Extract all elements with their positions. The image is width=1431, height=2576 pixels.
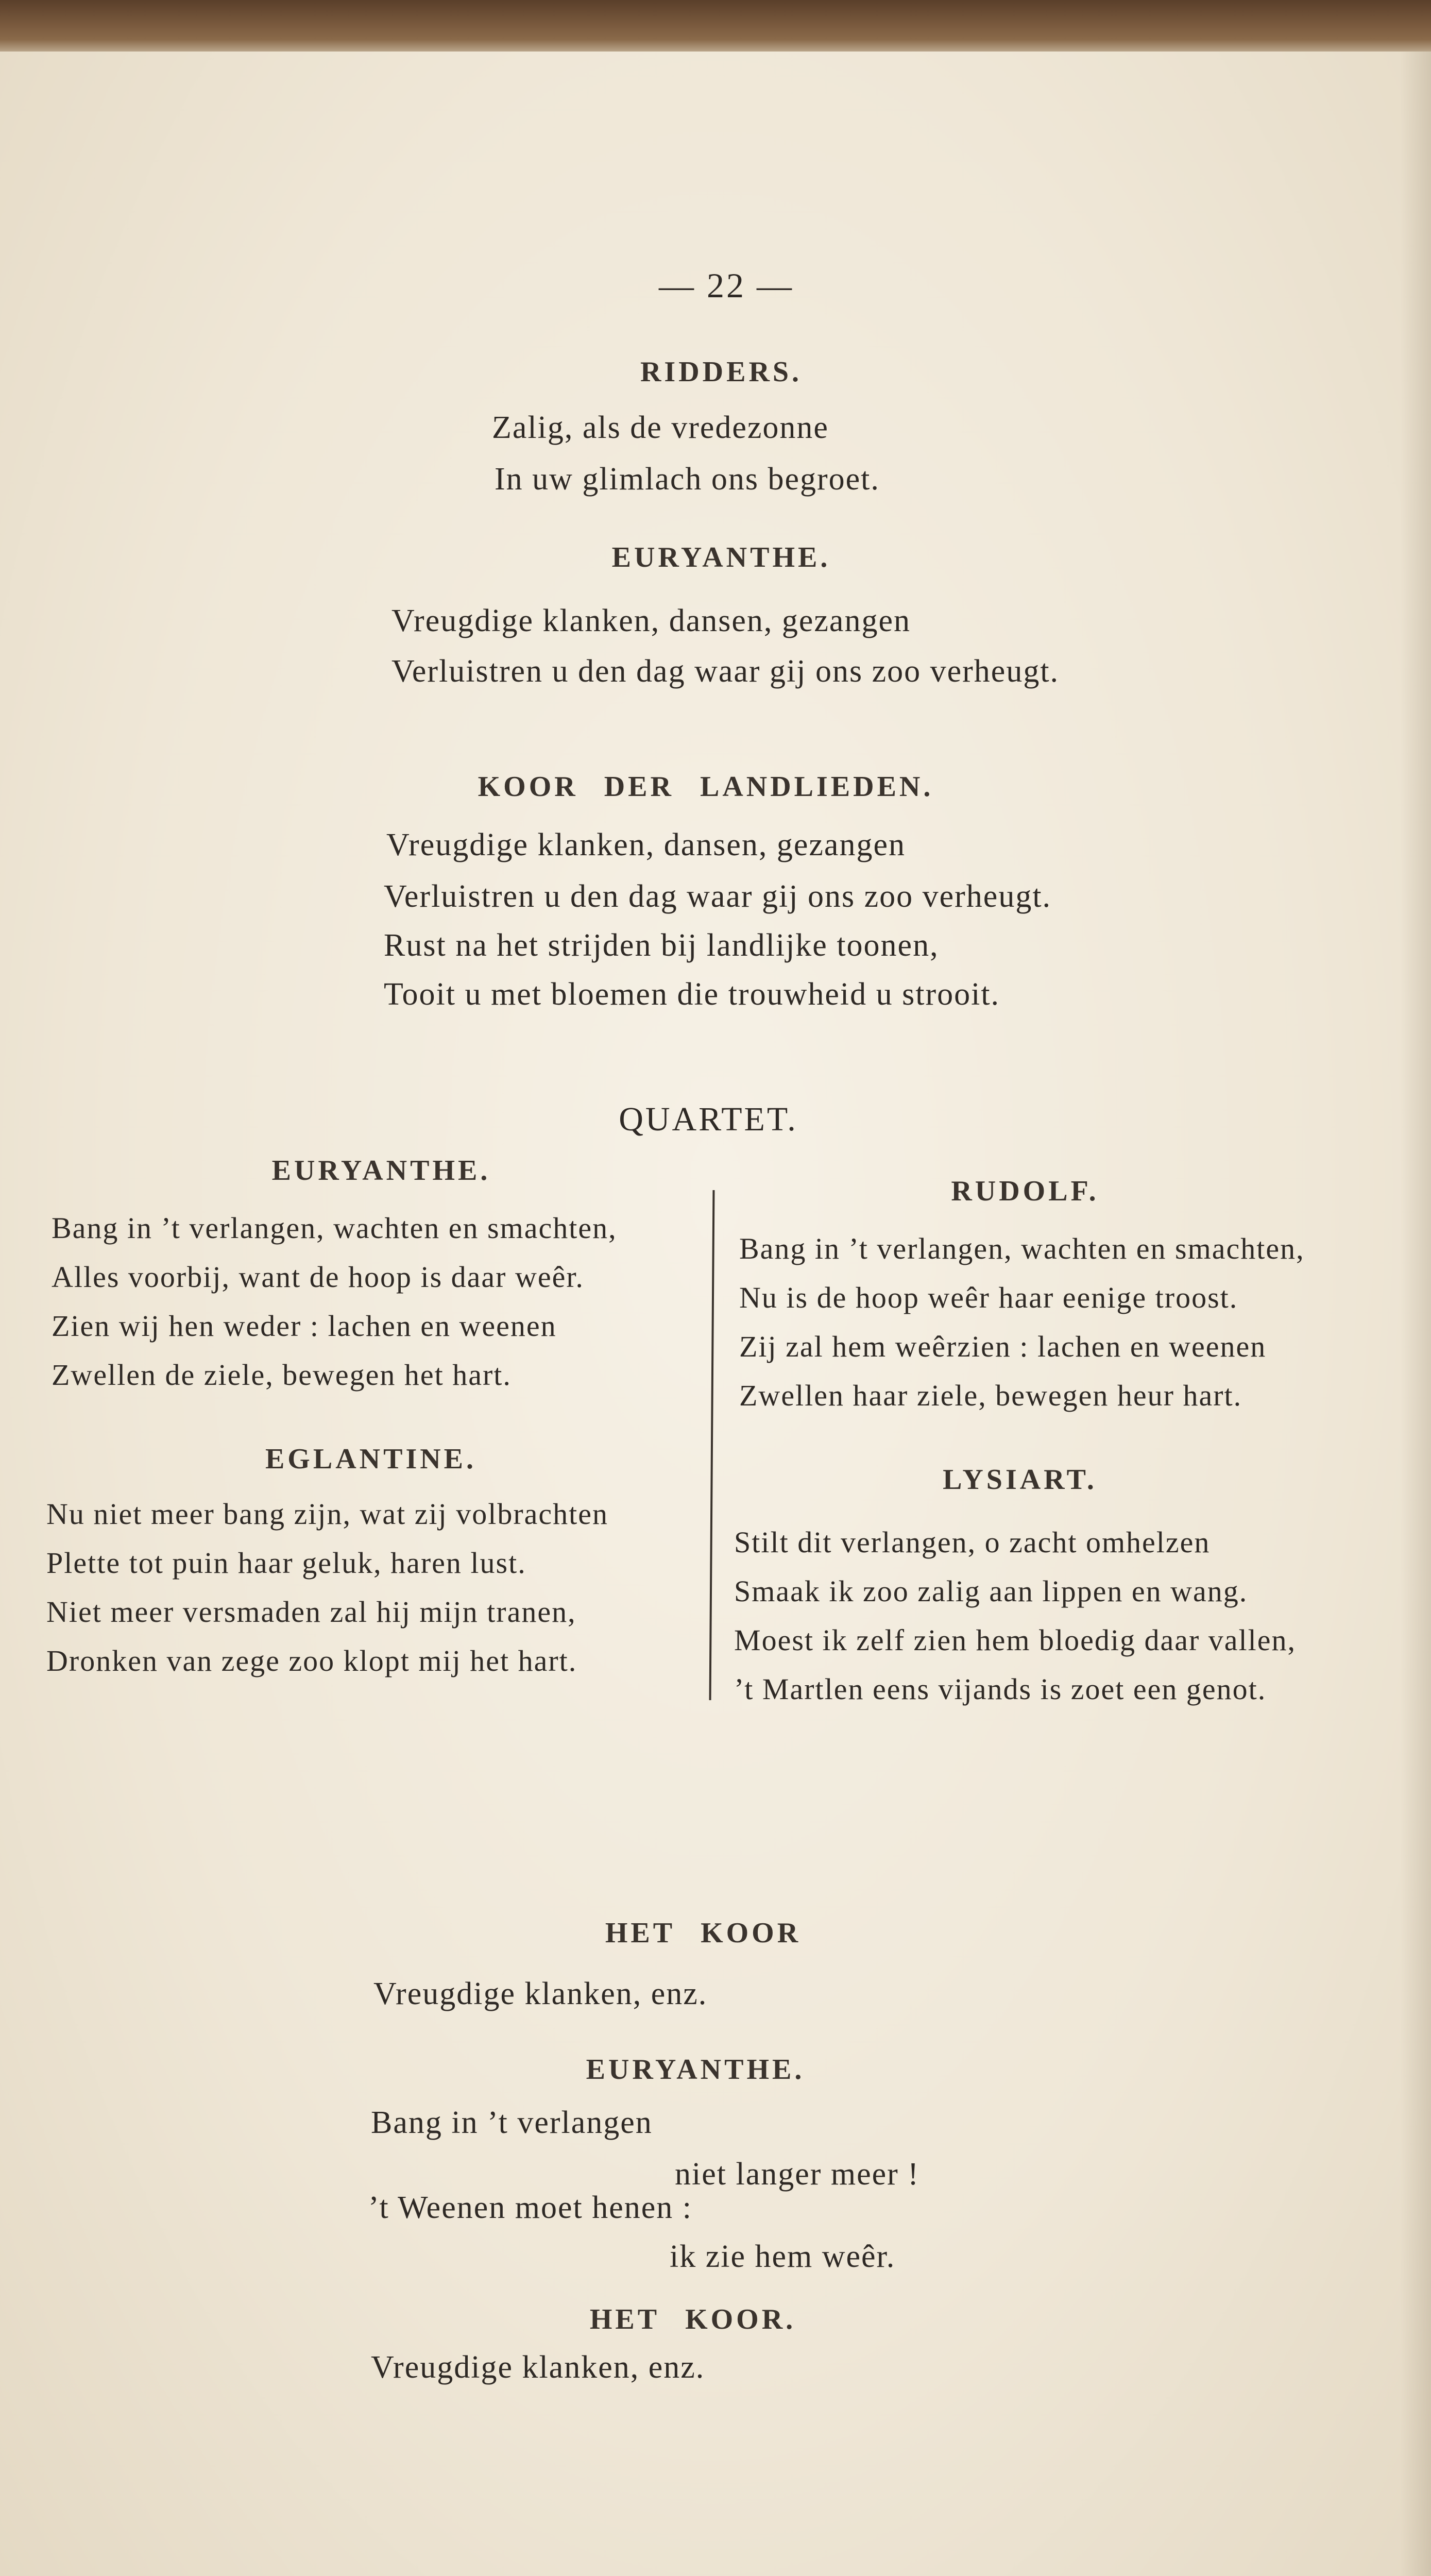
verse-line: Stilt dit verlangen, o zacht omhelzen <box>734 1526 1211 1559</box>
verse-line: Moest ik zelf zien hem bloedig daar vallen, <box>734 1623 1296 1657</box>
verse-line: Verluistren u den dag waar gij ons zoo verheugt. <box>384 879 1052 914</box>
verse-line: Bang in ’t verlangen, wachten en smachten, <box>52 1211 617 1245</box>
verse-line: Smaak ik zoo zalig aan lippen en wang. <box>734 1574 1248 1608</box>
verse-line: Zalig, als de vredezonne <box>492 410 829 445</box>
heading-ridders: RIDDERS. <box>640 356 803 388</box>
verse-line: ’t Weenen moet henen : <box>368 2190 692 2225</box>
verse-line: Zij zal hem weêrzien : lachen en weenen <box>739 1330 1267 1363</box>
verse-line: Zwellen haar ziele, bewegen heur hart. <box>739 1379 1242 1412</box>
heading-het-koor: HET KOOR <box>605 1917 802 1949</box>
heading-rudolf: RUDOLF. <box>951 1175 1099 1207</box>
heading-eglantine: EGLANTINE. <box>265 1443 477 1475</box>
heading-quartet-euryanthe: EURYANTHE. <box>271 1155 491 1187</box>
heading-koor-der-landlieden: KOOR DER LANDLIEDEN. <box>478 771 934 803</box>
verse-line: Tooit u met bloemen die trouwheid u strooit. <box>384 977 1000 1012</box>
verse-line: In uw glimlach ons begroet. <box>495 462 880 497</box>
page-edge-shadow <box>1400 52 1431 2576</box>
book-binding-edge <box>0 0 1431 57</box>
verse-line: niet langer meer ! <box>675 2157 919 2192</box>
verse-line: Bang in ’t verlangen, wachten en smachten, <box>739 1232 1305 1265</box>
page-number: — 22 — <box>659 266 794 305</box>
verse-line: Niet meer versmaden zal hij mijn tranen, <box>46 1595 576 1629</box>
verse-line: Dronken van zege zoo klopt mij het hart. <box>46 1644 577 1677</box>
heading-lysiart: LYSIART. <box>943 1464 1097 1496</box>
verse-line: Zien wij hen weder : lachen en weenen <box>52 1309 557 1343</box>
verse-line: Plette tot puin haar geluk, haren lust. <box>46 1546 526 1580</box>
verse-line: Vreugdige klanken, dansen, gezangen <box>391 603 911 638</box>
heading-het-koor-final: HET KOOR. <box>589 2303 796 2335</box>
verse-line: ’t Martlen eens vijands is zoet een genot. <box>734 1672 1267 1706</box>
verse-line: Vreugdige klanken, enz. <box>373 1976 708 2011</box>
verse-line: Vreugdige klanken, dansen, gezangen <box>386 827 906 862</box>
verse-line: Verluistren u den dag waar gij ons zoo verheugt. <box>391 654 1060 689</box>
verse-line: Vreugdige klanken, enz. <box>371 2350 705 2385</box>
verse-line: ik zie hem weêr. <box>670 2239 896 2274</box>
heading-euryanthe-final: EURYANTHE. <box>586 2054 805 2086</box>
verse-line: Nu niet meer bang zijn, wat zij volbrachten <box>46 1497 608 1531</box>
verse-line: Zwellen de ziele, bewegen het hart. <box>52 1358 512 1392</box>
verse-line: Bang in ’t verlangen <box>371 2105 653 2140</box>
verse-line: Nu is de hoop weêr haar eenige troost. <box>739 1281 1238 1314</box>
verse-line: Alles voorbij, want de hoop is daar weêr. <box>52 1260 584 1294</box>
heading-quartet: QUARTET. <box>619 1100 798 1138</box>
verse-line: Rust na het strijden bij landlijke toonen, <box>384 928 939 963</box>
heading-euryanthe: EURYANTHE. <box>611 541 831 573</box>
